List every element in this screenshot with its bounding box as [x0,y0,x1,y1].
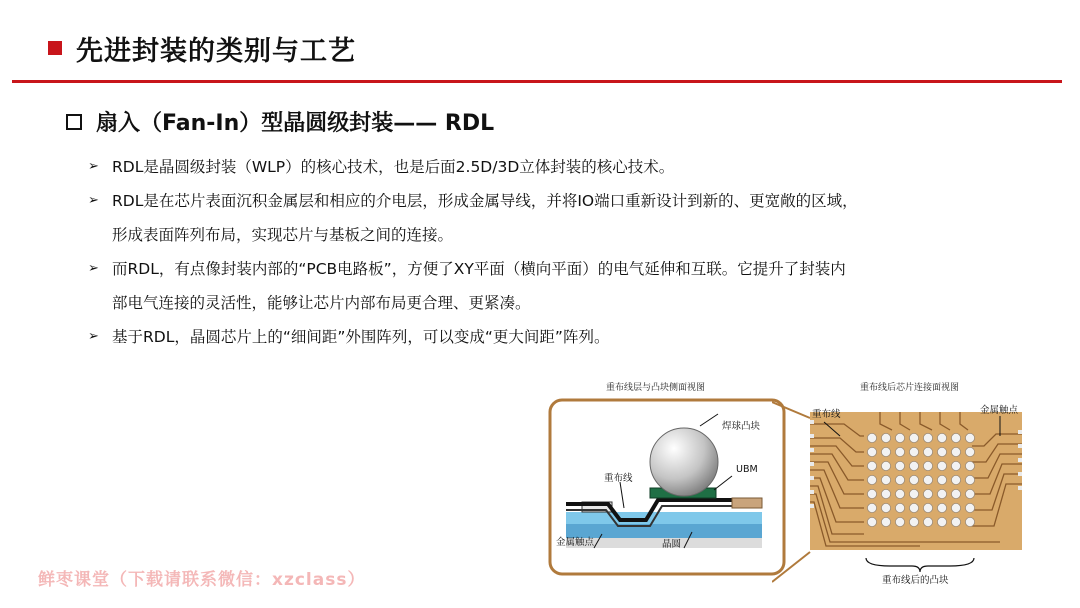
arrow-bullet-icon: ➢ [88,329,99,344]
bullet-text [112,150,1018,184]
bullet-list [88,150,1018,354]
bullet-text [112,184,1018,252]
title-bar [48,28,356,68]
bullet-line: RDL是在芯片表面沉积金属层和相应的介电层，形成金属导线，并将IO端口重新设计到新的、更宽敞的区域， [112,192,858,210]
arrow-bullet-icon: ➢ [88,193,99,208]
side-view-caption: 重布线层与凸块侧面视图 [606,383,706,393]
bullet-item [88,184,1018,252]
metal-pad-label: 金属触点 [980,405,1019,416]
title-divider [12,80,1062,83]
side-view-figure [546,374,788,580]
subtitle-marker-icon [66,114,82,130]
bullet-line: 形成表面阵列布局，实现芯片与基板之间的连接。 [112,226,454,244]
bullet-item [88,320,1018,354]
page-title: 先进封装的类别与工艺 [76,35,356,67]
bullet-item [88,252,1018,320]
bullet-text [112,252,1018,320]
bullet-line: 部电气连接的灵活性，能够让芯片内部布局更合理、更紧凑。 [112,294,531,312]
bullet-line: RDL是晶圆级封装（WLP）的核心技术，也是后面2.5D/3D立体封装的核心技术。 [112,158,675,176]
bullet-item [88,150,1018,184]
subtitle-row [66,106,494,137]
watermark-text: 鲜枣课堂（下载请联系微信：xzclass） [38,570,366,590]
subtitle: 扇入（Fan-In）型晶圆级封装—— RDL [96,111,495,136]
top-view-figure [800,374,1036,588]
arrow-bullet-icon: ➢ [88,159,99,174]
wafer-label: 晶圆 [662,539,682,550]
title-marker-icon [48,41,62,55]
solder-bump-label: 焊球凸块 [722,421,761,432]
bumps-label: 重布线后的凸块 [882,575,949,586]
ubm-label: UBM [736,464,758,475]
bullet-line: 而RDL，有点像封装内部的“PCB电路板”，方便了XY平面（横向平面）的电气延伸和互联。它提升了封装内 [112,260,846,278]
metal-pad-label: 金属触点 [556,537,595,548]
rdl-label: 重布线 [604,473,633,484]
rdl-label: 重布线 [812,409,841,420]
bullet-text [112,320,1018,354]
bullet-line: 基于RDL，晶圆芯片上的“细间距”外围阵列，可以变成“更大间距”阵列。 [112,328,610,346]
arrow-bullet-icon: ➢ [88,261,99,276]
top-view-caption: 重布线后芯片连接面视图 [860,383,960,393]
